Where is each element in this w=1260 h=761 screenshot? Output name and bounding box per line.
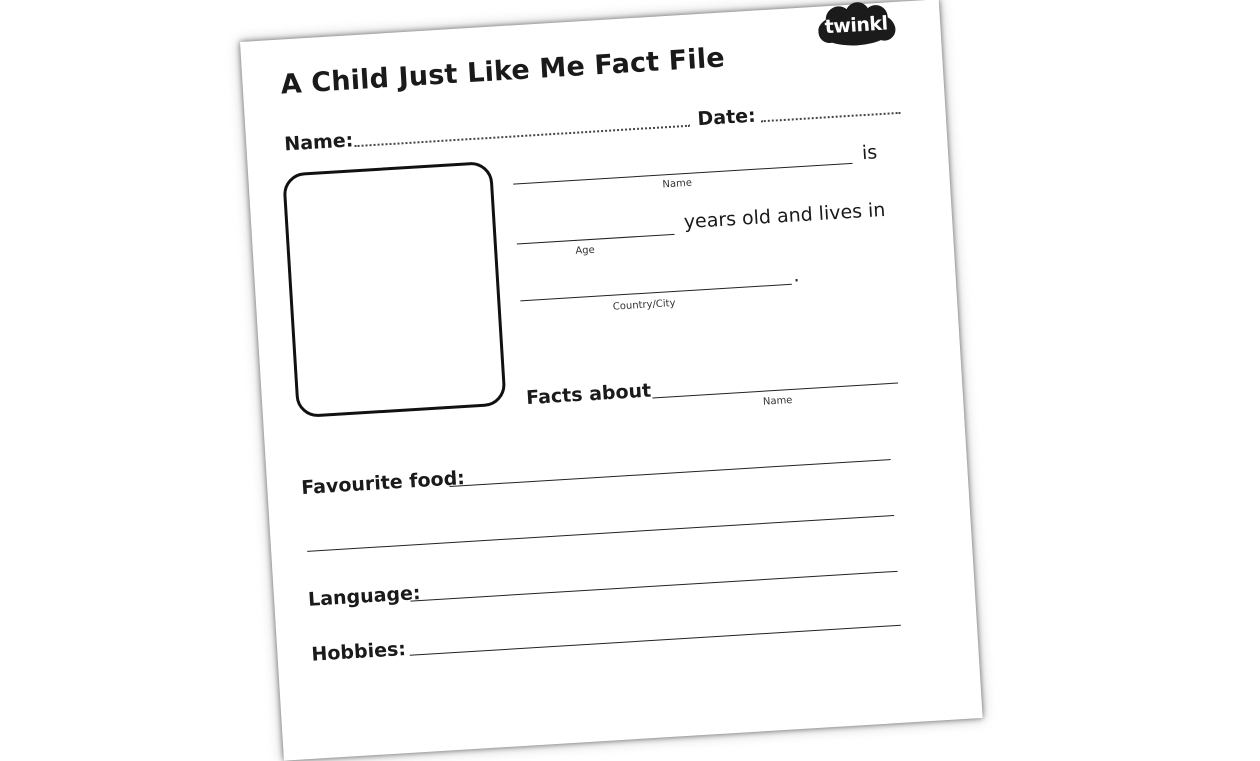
hobbies-label: Hobbies: xyxy=(310,638,407,666)
language-label: Language: xyxy=(307,582,422,611)
years-old-text: years old and lives in xyxy=(683,198,887,234)
favourite-food-label: Favourite food: xyxy=(300,467,466,500)
name-label: Name: xyxy=(283,129,354,156)
worksheet-page xyxy=(240,0,983,761)
favourite-food-line-2[interactable] xyxy=(307,515,894,552)
is-text: is xyxy=(861,141,878,165)
age-caption: Age xyxy=(575,244,596,257)
country-city-caption: Country/City xyxy=(612,297,676,313)
language-line[interactable] xyxy=(410,571,897,602)
worksheet-title: A Child Just Like Me Fact File xyxy=(279,42,726,101)
name-field-line[interactable] xyxy=(355,125,690,148)
date-field-line[interactable] xyxy=(761,112,901,123)
photo-frame xyxy=(282,161,507,418)
facts-name-caption: Name xyxy=(762,394,793,408)
logo-text: twinkl xyxy=(824,12,889,39)
sentence-period: . xyxy=(792,264,801,287)
facts-about-label: Facts about xyxy=(525,379,652,410)
name-caption: Name xyxy=(662,177,693,191)
twinkl-logo xyxy=(814,0,899,51)
hobbies-line[interactable] xyxy=(410,625,901,656)
favourite-food-line[interactable] xyxy=(449,459,890,487)
age-line[interactable] xyxy=(517,234,675,245)
date-label: Date: xyxy=(696,104,757,131)
